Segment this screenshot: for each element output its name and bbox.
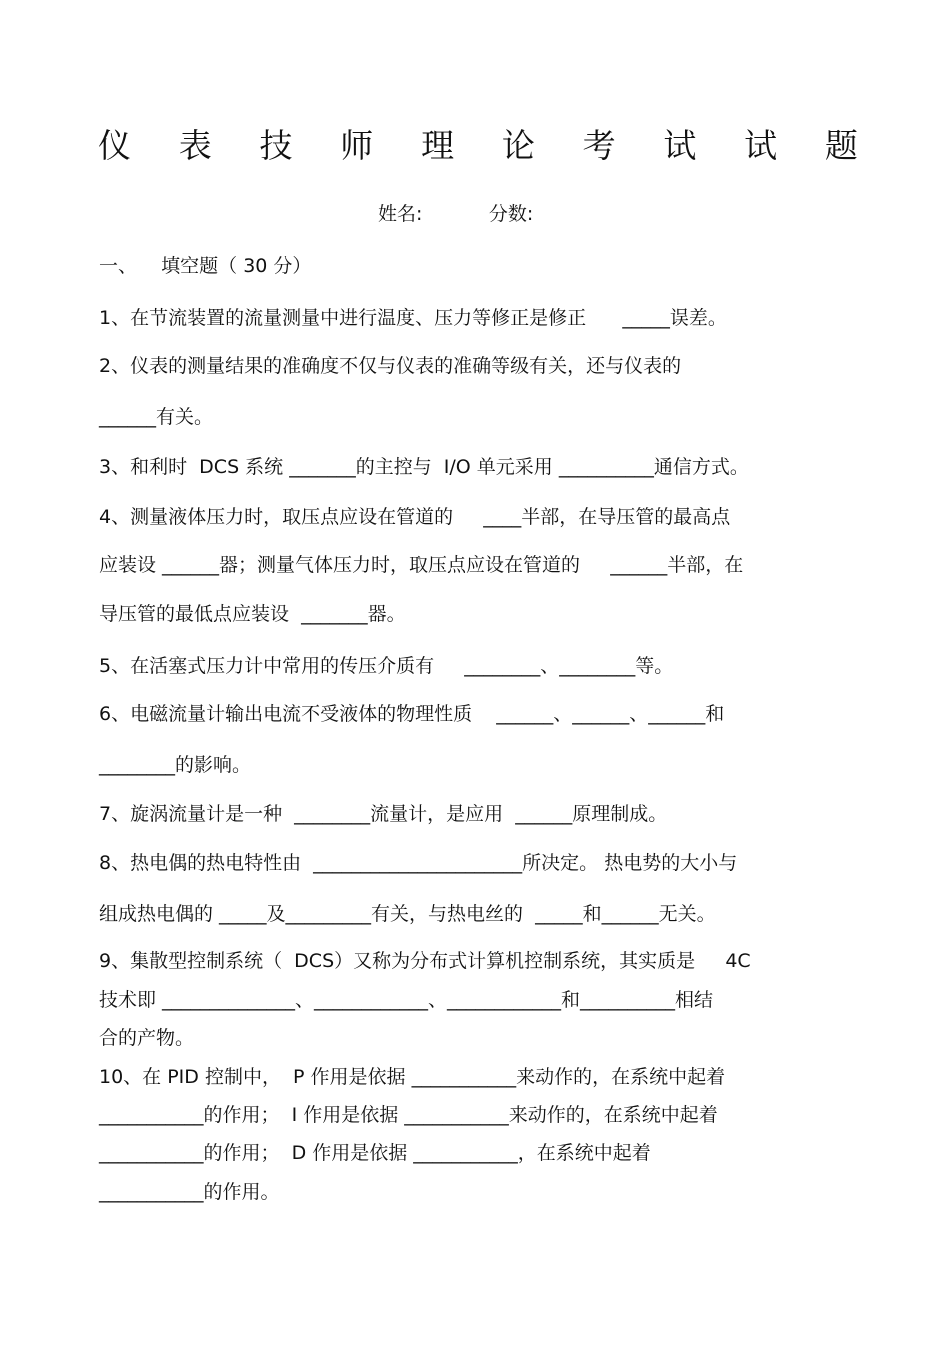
title-char: 考 xyxy=(582,126,616,165)
question-line: 组成热电偶的 _____及_________有关，与热电丝的 _____和______无关。 xyxy=(99,903,716,925)
question-line: 9、集散型控制系统（ DCS）又称为分布式计算机控制系统，其实质是 4C xyxy=(99,950,751,972)
question-line: 1、在节流装置的流量测量中进行温度、压力等修正是修正 _____误差。 xyxy=(99,307,727,329)
section-heading: 一、 填空题（ 30 分） xyxy=(99,255,312,277)
title-char: 表 xyxy=(178,126,212,165)
title-char: 试 xyxy=(744,126,778,165)
question-line: ___________的作用； I 作用是依据 ___________来动作的，在系统中起着 xyxy=(99,1104,718,1126)
question-line: 合的产物。 xyxy=(99,1027,195,1049)
question-line: 4、测量液体压力时，取压点应设在管道的 ____半部，在导压管的最高点 xyxy=(99,506,731,528)
question-line: ___________的作用； D 作用是依据 ___________，在系统中起着 xyxy=(99,1142,651,1164)
question-line: ______有关。 xyxy=(99,406,214,428)
title-char: 题 xyxy=(824,126,858,165)
title-char: 技 xyxy=(259,126,293,165)
question-line: 6、电磁流量计输出电流不受液体的物理性质 ______、______、______和 xyxy=(99,703,725,725)
title-char: 师 xyxy=(340,126,374,165)
title-char: 论 xyxy=(501,126,535,165)
question-line: 8、热电偶的热电特性由 ______________________所决定。 热电势的大小与 xyxy=(99,852,738,874)
question-line: 5、在活塞式压力计中常用的传压介质有 ________、________等。 xyxy=(99,655,674,677)
question-line: 2、仪表的测量结果的准确度不仅与仪表的准确等级有关，还与仪表的 xyxy=(99,355,682,377)
question-line: 导压管的最低点应装设 _______器。 xyxy=(99,603,406,625)
title-char: 试 xyxy=(663,126,697,165)
title-char: 仪 xyxy=(98,126,131,165)
question-line: ___________的作用。 xyxy=(99,1181,280,1203)
exam-title xyxy=(98,122,858,170)
title-char: 理 xyxy=(421,126,455,165)
score-label: 分数: xyxy=(488,203,534,225)
name-label: 姓名: xyxy=(378,203,423,225)
question-line: 10、在 PID 控制中， P 作用是依据 ___________来动作的，在系统中起着 xyxy=(99,1066,726,1088)
question-line: ________的影响。 xyxy=(99,754,252,776)
student-info xyxy=(378,200,533,228)
question-line: 7、旋涡流量计是一种 ________流量计，是应用 ______原理制成。 xyxy=(99,803,668,825)
question-line: 3、和利时 DCS 系统 _______的主控与 I/O 单元采用 __________通信方式。 xyxy=(99,456,749,478)
question-line: 技术即 ______________、____________、____________和__________相结 xyxy=(99,989,714,1011)
question-line: 应装设 ______器；测量气体压力时，取压点应设在管道的 ______半部，在 xyxy=(99,554,744,576)
